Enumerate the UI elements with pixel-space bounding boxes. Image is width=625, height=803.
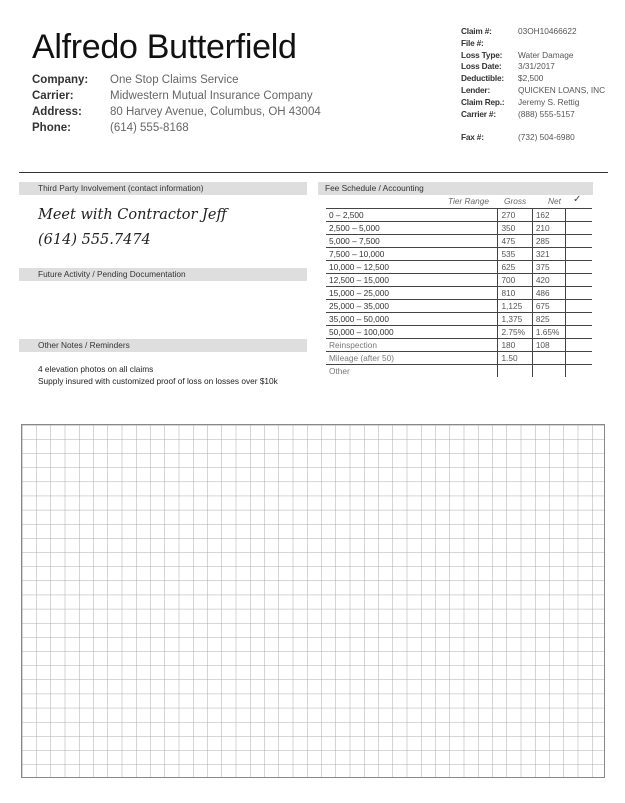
claim-number-row [461, 26, 616, 38]
fee-check-cell[interactable] [566, 365, 592, 378]
fee-tier-range: 10,000 – 12,500 [326, 261, 498, 274]
fee-tier-range: 50,000 – 100,000 [326, 326, 498, 339]
company-value: One Stop Claims Service [110, 74, 239, 86]
claim-number-value: 03OH10466622 [518, 26, 577, 36]
loss-date-row [461, 61, 616, 73]
header-divider [19, 172, 608, 173]
third-party-section-header: Third Party Involvement (contact information) [19, 182, 307, 195]
claim-rep-label: Claim Rep.: [461, 96, 505, 107]
fee-table [326, 208, 592, 377]
address-value: 80 Harvey Avenue, Columbus, OH 43004 [110, 106, 321, 118]
fee-gross: 1.50 [498, 352, 532, 365]
fee-row [326, 313, 592, 326]
fax-number-value: (732) 504-6980 [518, 132, 575, 143]
fee-row [326, 261, 592, 274]
contractor-note-phone: (614) 555.7474 [38, 232, 151, 248]
fax-number-label: Fax #: [461, 132, 484, 143]
claim-number-label: Claim #: [461, 26, 492, 36]
future-activity-section-header: Future Activity / Pending Documentation [19, 268, 307, 281]
file-number-label: File #: [461, 37, 484, 48]
fee-gross: 350 [498, 222, 532, 235]
fee-net [532, 365, 565, 378]
fee-gross: 535 [498, 248, 532, 261]
other-notes-section-header: Other Notes / Reminders [19, 339, 307, 352]
claim-rep-row [461, 97, 616, 109]
note-item: Supply insured with customized proof of loss on losses over $10k [38, 376, 278, 386]
fee-net: 825 [532, 313, 565, 326]
carrier-label: Carrier: [32, 90, 74, 102]
carrier-number-label: Carrier #: [461, 108, 496, 119]
fee-gross: 2.75% [498, 326, 532, 339]
fee-row [326, 365, 592, 378]
fee-check-cell[interactable] [566, 339, 592, 352]
fee-check-cell[interactable] [566, 222, 592, 235]
fee-row [326, 222, 592, 235]
fee-gross: 270 [498, 209, 532, 222]
fee-net: 675 [532, 300, 565, 313]
fee-tier-range: 2,500 – 5,000 [326, 222, 498, 235]
fee-check-cell[interactable] [566, 326, 592, 339]
phone-value: (614) 555-8168 [110, 122, 189, 134]
file-number-row [461, 38, 616, 50]
fee-net: 108 [532, 339, 565, 352]
fee-check-cell[interactable] [566, 300, 592, 313]
address-label: Address: [32, 106, 82, 118]
lender-value: QUICKEN LOANS, INC [518, 84, 606, 95]
fee-row [326, 300, 592, 313]
fee-check-cell[interactable] [566, 261, 592, 274]
fee-tier-range: 35,000 – 50,000 [326, 313, 498, 326]
check-header-icon: ✓ [573, 194, 582, 205]
fee-check-cell[interactable] [566, 235, 592, 248]
company-label: Company: [32, 74, 89, 86]
fee-row [326, 248, 592, 261]
fee-tier-range: Reinspection [326, 339, 498, 352]
fee-row [326, 235, 592, 248]
fee-check-cell[interactable] [566, 287, 592, 300]
fax-number-row [461, 132, 616, 144]
fee-row [326, 274, 592, 287]
fee-net: 486 [532, 287, 565, 300]
fee-net: 162 [532, 209, 565, 222]
fee-gross: 810 [498, 287, 532, 300]
fee-tier-range: Mileage (after 50) [326, 352, 498, 365]
fee-tier-range: 15,000 – 25,000 [326, 287, 498, 300]
fee-tier-range: Other [329, 366, 350, 376]
fee-tier-range: 0 – 2,500 [326, 209, 498, 222]
carrier-number-value: (888) 555-5157 [518, 108, 575, 119]
gross-header: Gross [504, 196, 527, 206]
fee-tier-range: 12,500 – 15,000 [326, 274, 498, 287]
loss-date-value: 3/31/2017 [518, 61, 555, 72]
fee-gross: 180 [498, 339, 532, 352]
fee-net: 375 [532, 261, 565, 274]
fee-check-cell[interactable] [566, 248, 592, 261]
fee-gross [498, 365, 532, 378]
fee-net: 1.65% [532, 326, 565, 339]
tier-range-header: Tier Range [448, 196, 489, 206]
fee-row [326, 287, 592, 300]
fee-tier-range: 7,500 – 10,000 [326, 248, 498, 261]
net-header: Net [548, 196, 561, 206]
graph-paper-grid [21, 424, 605, 778]
claim-details [461, 26, 616, 144]
fee-row [326, 352, 592, 365]
fee-gross: 1,375 [498, 313, 532, 326]
fee-net: 285 [532, 235, 565, 248]
deductible-value: $2,500 [518, 73, 544, 84]
fee-net: 420 [532, 274, 565, 287]
fee-row [326, 209, 592, 222]
deductible-label: Deductible: [461, 73, 504, 84]
loss-type-value: Water Damage [518, 49, 574, 60]
loss-type-label: Loss Type: [461, 49, 503, 60]
fee-row [326, 326, 592, 339]
phone-label: Phone: [32, 122, 71, 134]
fee-net: 210 [532, 222, 565, 235]
lender-row [461, 85, 616, 97]
deductible-row [461, 73, 616, 85]
fee-check-cell[interactable] [566, 352, 592, 365]
note-item: 4 elevation photos on all claims [38, 364, 154, 374]
fee-gross: 475 [498, 235, 532, 248]
fee-check-cell[interactable] [566, 209, 592, 222]
fee-net: 321 [532, 248, 565, 261]
contractor-note-line1: Meet with Contractor Jeff [38, 207, 227, 223]
fee-net [532, 352, 565, 365]
lender-label: Lender: [461, 84, 491, 95]
carrier-value: Midwestern Mutual Insurance Company [110, 90, 313, 102]
policyholder-name: Alfredo Butterfield [32, 28, 297, 66]
fee-gross: 700 [498, 274, 532, 287]
loss-date-label: Loss Date: [461, 61, 502, 72]
fee-check-cell[interactable] [566, 274, 592, 287]
fee-tier-range: 5,000 – 7,500 [326, 235, 498, 248]
loss-type-row [461, 50, 616, 62]
fee-row [326, 339, 592, 352]
other-notes-list [38, 363, 278, 387]
fee-gross: 625 [498, 261, 532, 274]
claim-rep-value: Jeremy S. Rettig [518, 96, 580, 107]
fee-tier-range: 25,000 – 35,000 [326, 300, 498, 313]
carrier-number-row [461, 109, 616, 121]
fee-schedule-section-header: Fee Schedule / Accounting [318, 182, 593, 195]
fee-check-cell[interactable] [566, 313, 592, 326]
fee-gross: 1,125 [498, 300, 532, 313]
